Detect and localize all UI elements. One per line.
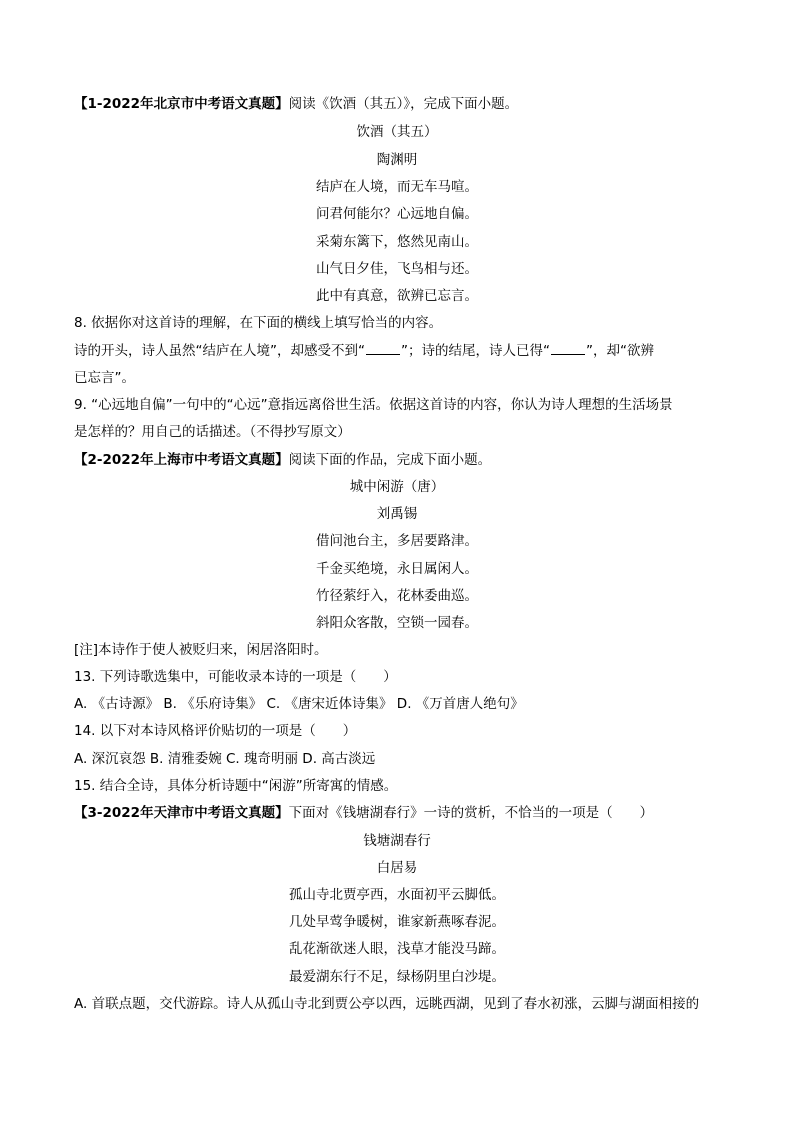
section3-instruction: 下面对《钱塘湖春行》一诗的赏析，不恰当的一项是（ ） — [288, 805, 654, 821]
section3-poem-line: 乱花渐欲迷人眼，浅草才能没马蹄。 — [289, 941, 505, 957]
section1-poem-title: 饮酒（其五） — [356, 124, 438, 140]
section3-poem-title: 钱塘湖春行 — [363, 833, 431, 849]
answer-blank-1[interactable] — [366, 342, 400, 355]
section1-poem-line: 问君何能尔？心远地自偏。 — [316, 206, 478, 222]
section2-header — [74, 451, 491, 469]
section2-poem-line: 借问池台主，多居要路津。 — [316, 533, 478, 549]
question-8-fill — [74, 342, 654, 360]
section2-instruction: 阅读下面的作品，完成下面小题。 — [288, 452, 492, 468]
section3-poem-author: 白居易 — [376, 860, 418, 876]
question-8: 8. 依据你对这首诗的理解，在下面的横线上填写恰当的内容。 — [74, 315, 443, 331]
q8-fill-text: 诗的开头，诗人虽然“结庐在人境”，却感受不到“ — [74, 343, 365, 359]
section2-poem-line: 竹径萦纡入，花林委曲巡。 — [316, 588, 478, 604]
section3-source: 【3-2022年天津市中考语文真题】 — [74, 805, 289, 821]
question-8-fill-cont: 已忘言”。 — [74, 370, 135, 386]
section2-poem-line: 千金买绝境，永日属闲人。 — [316, 561, 478, 577]
section1-poem-author: 陶渊明 — [376, 152, 418, 168]
section2-source: 【2-2022年上海市中考语文真题】 — [74, 452, 289, 468]
section3-poem-line: 最爱湖东行不足，绿杨阴里白沙堤。 — [289, 969, 505, 985]
section2-poem-author: 刘禹锡 — [376, 506, 418, 522]
section1-poem-line: 采菊东篱下，悠然见南山。 — [316, 234, 478, 250]
section3-option-a: A. 首联点题，交代游踪。诗人从孤山寺北到贾公亭以西，远眺西湖，见到了春水初涨，云脚与湖面相接的 — [74, 996, 700, 1012]
section1-header — [74, 95, 518, 113]
section2-poem-title: 城中闲游（唐） — [349, 479, 445, 495]
section1-poem-line: 山气日夕佳，飞鸟相与还。 — [316, 261, 478, 277]
section3-poem-line: 孤山寺北贾亭西，水面初平云脚低。 — [289, 887, 505, 903]
section1-instruction: 阅读《饮酒（其五）》，完成下面小题。 — [288, 96, 519, 112]
section2-note: [注]本诗作于使人被贬归来，闲居洛阳时。 — [74, 642, 328, 658]
question-15: 15. 结合全诗，具体分析诗题中“闲游”所寄寓的情感。 — [74, 778, 398, 794]
q8-fill-text: ”；诗的结尾，诗人已得“ — [400, 343, 550, 359]
section3-poem-line: 几处早莺争暖树，谁家新燕啄春泥。 — [289, 914, 505, 930]
section1-source: 【1-2022年北京市中考语文真题】 — [74, 96, 289, 112]
answer-blank-2[interactable] — [551, 342, 585, 355]
section1-poem-line: 结庐在人境，而无车马喧。 — [316, 179, 478, 195]
question-9: 9. “心远地自偏”一句中的“心远”意指远离俗世生活。依据这首诗的内容，你认为诗人理想的生活场景 — [74, 397, 673, 413]
section1-poem-line: 此中有真意，欲辨已忘言。 — [316, 288, 478, 304]
q8-fill-text: ”，却“欲辨 — [585, 343, 654, 359]
question-9-cont: 是怎样的？用自己的话描述。（不得抄写原文） — [74, 424, 351, 440]
question-13-options: A. 《古诗源》 B. 《乐府诗集》 C. 《唐宋近体诗集》 D. 《万首唐人绝句》 — [74, 696, 524, 712]
section2-poem-line: 斜阳众客散，空锁一园春。 — [316, 615, 478, 631]
question-14-options: A. 深沉哀怨 B. 清雅委婉 C. 瑰奇明丽 D. 高古淡远 — [74, 751, 376, 767]
question-14: 14. 以下对本诗风格评价贴切的一项是（ ） — [74, 723, 357, 739]
section3-header — [74, 804, 653, 822]
question-13: 13. 下列诗歌选集中，可能收录本诗的一项是（ ） — [74, 669, 397, 685]
